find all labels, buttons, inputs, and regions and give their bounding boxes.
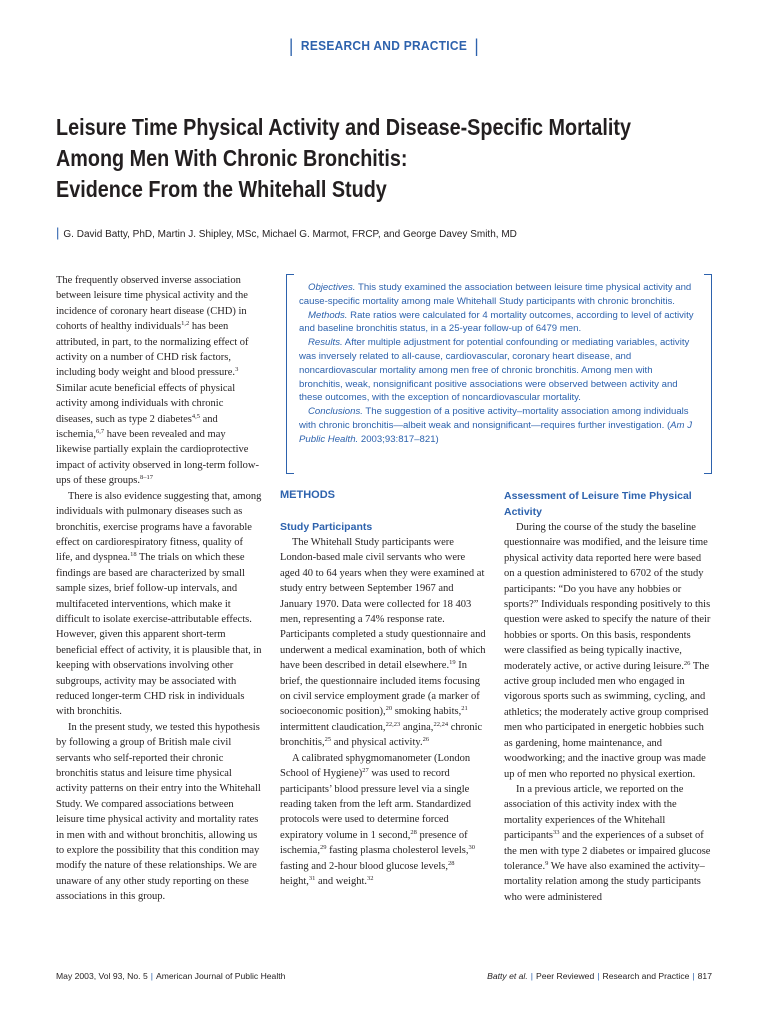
abstract-text bbox=[299, 281, 697, 447]
text-run: There is also evidence suggesting that, among individuals with pulmonary diseases such as bronchitis, exercise programs have a favorable effect on cardiorespiratory fitness, quality of life, and dyspnea. bbox=[56, 490, 262, 564]
text-run: angina, bbox=[400, 721, 434, 733]
text-run: During the course of the study the baseline questionnaire was modified, and the leisure time physical activity data reported here were based on a question administered to 6702 of the study participants: “Do you have any hobbies or sports?” Individuals responding positively to this question were asked to specify the nature of their hobbies or sports. On this basis, respondents were classified as being typically inactive, moderately active, or active during leisure. bbox=[504, 522, 711, 672]
reference-citation: 21 bbox=[461, 705, 468, 713]
text-run: and ischemia, bbox=[56, 413, 218, 441]
article-title bbox=[56, 112, 631, 205]
paragraph bbox=[280, 535, 486, 751]
title-line-1: Leisure Time Physical Activity and Disease-Specific Mortality bbox=[56, 114, 631, 140]
journal-name: American Journal of Public Health bbox=[155, 971, 286, 981]
text-run: and physical activity. bbox=[331, 737, 423, 749]
footer-separator: | bbox=[597, 971, 600, 981]
reference-citation: 22,24 bbox=[433, 720, 449, 728]
reference-citation: 8–17 bbox=[140, 474, 153, 482]
title-line-2: Among Men With Chronic Bronchitis: bbox=[56, 145, 408, 171]
reference-citation: 33 bbox=[552, 829, 560, 837]
abstract-objectives-body: This study examined the association between leisure time physical activity and cause-specific mortality among male Whitehall Study participants with chronic bronchitis. bbox=[299, 282, 692, 307]
text-run: presence of ischemia, bbox=[280, 829, 468, 857]
footer-right bbox=[487, 971, 712, 981]
reference-citation: 3 bbox=[235, 366, 239, 374]
reference-citation: 31 bbox=[308, 874, 316, 882]
title-line-3: Evidence From the Whitehall Study bbox=[56, 176, 387, 202]
reference-citation: 26 bbox=[422, 736, 430, 744]
body-column-1 bbox=[56, 273, 262, 905]
abstract-box bbox=[286, 274, 712, 474]
paragraph bbox=[56, 489, 262, 720]
text-run: has been attributed, in part, to the normalizing effect of activity on a number of CHD risk factors, including body weight and blood pressure. bbox=[56, 321, 249, 379]
paragraph bbox=[504, 782, 712, 905]
reference-citation: 25 bbox=[324, 736, 332, 744]
reference-citation: 26 bbox=[683, 659, 691, 667]
abstract-citation-rest: 2003;93:817–821) bbox=[358, 433, 439, 445]
text-run: In a previous article, we reported on the association of this activity index with the mortality experiences of the Whitehall participants bbox=[504, 783, 684, 842]
reference-citation: 30 bbox=[468, 844, 475, 852]
abstract-objectives-head: Objectives. bbox=[308, 282, 356, 293]
paragraph: In the present study, we tested this hypothesis by following a group of British male civil servants who self-reported their chronic bronchitis status and leisure time physical activity patterns on their entry into the Whitehall Study. We compared associations between leisure time physical activity and mortality rates in men with and without bronchitis, allowing us to explore the possibility that this condition may modify the nature of these relationships. We are unaware of any other study reporting on these associations in this group. bbox=[56, 721, 261, 903]
study-participants-heading: Study Participants bbox=[280, 521, 373, 533]
section-header bbox=[31, 34, 738, 55]
text-run: and the experiences of a subset of the men with type 2 diabetes or impaired glucose tolerance. bbox=[504, 830, 711, 872]
footer-left bbox=[56, 971, 285, 981]
text-run: In brief, the questionnaire included items focusing on civil service employment grade (a marker of socioeconomic position), bbox=[280, 660, 481, 718]
paragraph bbox=[280, 751, 486, 890]
section-label: RESEARCH AND PRACTICE bbox=[300, 38, 468, 53]
abstract-corner bbox=[286, 465, 294, 474]
page-number: 817 bbox=[697, 971, 712, 981]
abstract-conclusions bbox=[299, 405, 697, 446]
paragraph bbox=[504, 520, 712, 782]
abstract-citation-journal: Am J Public Health. bbox=[299, 419, 693, 445]
text-run: The frequently observed inverse association between leisure time physical activity and the incidence of coronary heart disease (CHD) in cohorts of healthy individuals bbox=[56, 275, 248, 333]
text-run: height, bbox=[280, 875, 309, 887]
text-run: A calibrated sphygmomanometer (London School of Hygiene) bbox=[280, 752, 471, 780]
reference-citation: 27 bbox=[362, 767, 369, 775]
reference-citation: 20 bbox=[385, 705, 393, 713]
methods-heading: METHODS bbox=[280, 489, 335, 501]
author-rule: | bbox=[56, 225, 60, 240]
reference-citation: 22,23 bbox=[385, 720, 401, 728]
text-run: Similar acute beneficial effects of physical activity among individuals with chronic diseases, such as type 2 diabetes bbox=[56, 382, 236, 425]
reference-citation: 9 bbox=[545, 859, 549, 867]
paragraph bbox=[56, 273, 262, 489]
body-column-2 bbox=[280, 488, 486, 889]
section-name: Research and Practice bbox=[602, 971, 690, 981]
text-run: The Whitehall Study participants were London-based male civil servants who were aged 40 to 64 years when they were examined at study entry between September 1967 and January 1970. Data were collected for 18 403 men, representing a 74% response rate. Participants completed a study questionnaire and underwent a medical examination, both of which have been described in detail elsewhere. bbox=[280, 537, 486, 672]
abstract-methods bbox=[299, 309, 697, 337]
section-rule-right: | bbox=[474, 36, 480, 56]
section-rule-left: | bbox=[288, 36, 294, 56]
review-status: Peer Reviewed bbox=[535, 971, 595, 981]
abstract-objectives bbox=[299, 281, 697, 309]
author-list bbox=[56, 225, 736, 240]
author-names: G. David Batty, PhD, Martin J. Shipley, MSc, Michael G. Marmot, FRCP, and George Davey Smith, MD bbox=[63, 229, 517, 240]
reference-citation: 28 bbox=[447, 859, 455, 867]
abstract-conclusions-body: The suggestion of a positive activity–mortality association among individuals with chronic bronchitis—albeit weak and nonsignificant—requires further investigation. ( bbox=[299, 406, 689, 431]
activity-assessment-heading: Assessment of Leisure Time Physical Activity bbox=[504, 490, 692, 518]
text-run: smoking habits, bbox=[392, 706, 462, 718]
reference-citation: 4,5 bbox=[191, 412, 201, 420]
reference-citation: 28 bbox=[410, 828, 417, 836]
footer-separator: | bbox=[530, 971, 533, 981]
abstract-methods-body: Rate ratios were calculated for 4 mortality outcomes, according to level of activity and baseline bronchitis status, in a 25-year follow-up of 6479 men. bbox=[299, 309, 694, 335]
footer-separator: | bbox=[150, 971, 153, 981]
text-run: was used to record participants’ blood pressure level via a single reading taken from the left arm. Standardized protocols were used to determine forced expiratory volume in 1 second, bbox=[280, 768, 471, 841]
reference-citation: 32 bbox=[367, 874, 374, 882]
abstract-corner bbox=[286, 274, 294, 283]
running-authors: Batty et al. bbox=[487, 971, 528, 981]
abstract-results-body: After multiple adjustment for potential confounding or mediating variables, activity was inversely related to all-cause, cardiovascular, coronary heart disease, and noncardiovascular mortality among men free of chronic bronchitis. Among men with bronchitis, weak, nonsignificant positive associations were observed between activity and these outcomes, with the exception of noncardiovascular mortality. bbox=[299, 337, 690, 404]
text-run: The trials on which these findings are based are characterized by small sample sizes, brief follow-up intervals, and multifaceted interventions, which make it difficult to isolate exercise-attributable effects. However, given this apparent short-term beneficial effect of activity, it is plausible that, in keeping with observations involving other subgroups, activity may be associated with reduced longer-term CHD risk in individuals with bronchitis. bbox=[56, 552, 262, 718]
text-run: fasting and 2-hour blood glucose levels, bbox=[280, 860, 448, 872]
text-run: have been revealed and may likewise partially explain the cardioprotective impact of activity observed in long-term follow-ups of these groups. bbox=[56, 429, 259, 487]
abstract-methods-head: Methods. bbox=[308, 309, 348, 321]
abstract-corner bbox=[704, 465, 712, 474]
text-run: The active group included men who engaged in vigorous sports such as swimming, cycling, and athletics; the moderately active group comprised men who participated in energetic hobbies such as gardening, home maintenance, and woodworking; and the inactive group was made up of men who reported no physical exertion. bbox=[504, 660, 710, 780]
text-run: We have also examined the activity–mortality relation among the study participants who were administered bbox=[504, 860, 705, 903]
abstract-conclusions-head: Conclusions. bbox=[308, 406, 363, 418]
text-run: chronic bronchitis, bbox=[280, 721, 483, 749]
footer-separator: | bbox=[692, 971, 695, 981]
reference-citation: 19 bbox=[449, 659, 456, 667]
text-run: intermittent claudication, bbox=[280, 721, 386, 733]
reference-citation: 6,7 bbox=[95, 428, 105, 436]
reference-citation: 29 bbox=[319, 844, 327, 852]
text-run: and weight. bbox=[315, 875, 367, 887]
abstract-results-head: Results. bbox=[308, 337, 343, 349]
abstract-corner bbox=[704, 274, 712, 283]
reference-citation: 18 bbox=[130, 551, 137, 559]
abstract-results bbox=[299, 336, 697, 405]
text-run: fasting plasma cholesterol levels, bbox=[326, 845, 469, 857]
body-column-3 bbox=[504, 488, 712, 905]
reference-citation: 1,2 bbox=[181, 320, 190, 328]
issue-date: May 2003, Vol 93, No. 5 bbox=[56, 971, 148, 981]
